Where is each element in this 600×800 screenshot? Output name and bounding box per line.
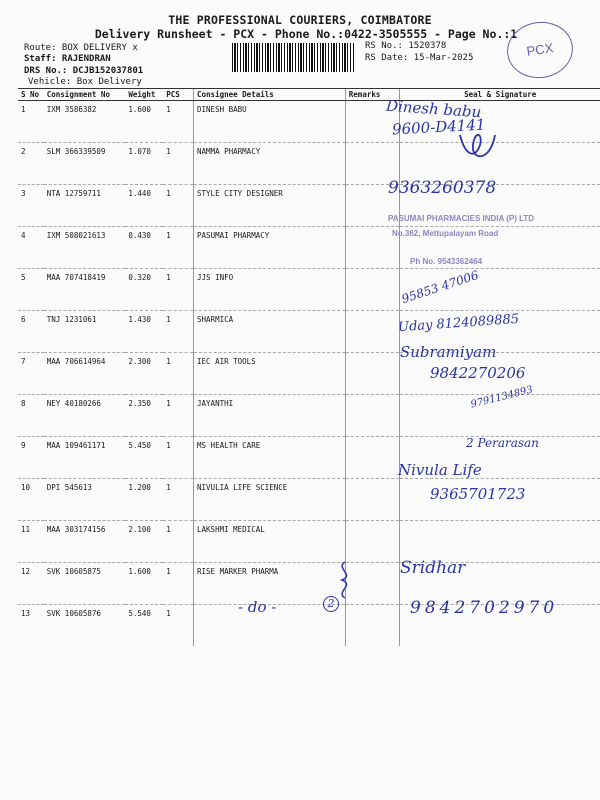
weight-cell: 1.440	[125, 185, 163, 227]
pcs-cell: 1	[163, 353, 193, 395]
col-sno: S No	[18, 89, 44, 101]
consignment-cell: MAA 303174156	[44, 521, 126, 563]
consignee-cell: NIVULIA LIFE SCIENCE	[194, 479, 346, 521]
signature-row12: Sridhar	[400, 558, 466, 578]
pharmacy-stamp-line1: PASUMAI PHARMACIES INDIA (P) LTD	[388, 214, 535, 223]
ditto-mark: - do -	[238, 598, 277, 616]
sno-cell: 6	[18, 311, 44, 353]
consignee-cell: PASUMAI PHARMACY	[194, 227, 346, 269]
pharmacy-stamp-line3: Ph No. 9543362464	[410, 257, 483, 266]
pcs-cell: 1	[163, 185, 193, 227]
pcs-cell: 1	[163, 437, 193, 479]
table-row	[18, 143, 600, 185]
table-header-row	[18, 89, 600, 101]
signature-row7-phone: 9842270206	[430, 364, 526, 382]
weight-cell: 1.600	[125, 563, 163, 605]
sno-cell: 7	[18, 353, 44, 395]
consignee-cell: NAMMA PHARMACY	[194, 143, 346, 185]
weight-cell: 5.540	[128, 609, 151, 618]
consignment-cell: SLM 366339509	[44, 143, 126, 185]
table-row	[18, 395, 600, 437]
pharmacy-stamp-line2: No.362, Mettupalayam Road	[392, 229, 499, 238]
pcs-cell: 1	[163, 101, 193, 143]
signature-row7-name: Subramiyam	[400, 343, 497, 361]
remarks-cell	[345, 605, 400, 647]
circled-two: 2	[323, 596, 339, 612]
pcs-cell: 1	[166, 609, 171, 618]
consignment-cell: MAA 706614964	[44, 353, 126, 395]
rs-number: RS No.: 1520378	[365, 41, 447, 51]
table-row	[18, 521, 600, 563]
sno-cell: 5	[18, 269, 44, 311]
table-row	[18, 101, 600, 143]
sno-cell: 3	[18, 185, 44, 227]
pcs-cell: 1	[163, 311, 193, 353]
weight-cell: 5.450	[125, 437, 163, 479]
remarks-cell	[345, 395, 400, 437]
sno-cell: 11	[18, 521, 44, 563]
weight-cell: 2.300	[125, 353, 163, 395]
weight-cell: 1.430	[125, 311, 163, 353]
signature-row10-name: Nivula Life	[398, 461, 482, 479]
pcs-cell: 1	[163, 143, 193, 185]
remarks-cell	[345, 479, 400, 521]
signature-row9: 2 Perarasan	[466, 436, 539, 450]
consignment-cell: NEY 40180266	[44, 395, 126, 437]
pcx-stamp: PCX	[503, 18, 576, 83]
weight-cell: 0.320	[125, 269, 163, 311]
consignment-cell: TNJ 1231061	[44, 311, 126, 353]
consignment-cell: MAA 707418419	[44, 269, 126, 311]
weight-cell: 0.430	[125, 227, 163, 269]
remarks-cell	[345, 521, 400, 563]
col-consignment: Consignment No	[44, 89, 126, 101]
weight-cell: 1.070	[125, 143, 163, 185]
remarks-cell	[345, 311, 400, 353]
remarks-cell	[345, 437, 400, 479]
col-weight: Weight	[125, 89, 163, 101]
consignment-cell: NTA 12759711	[44, 185, 126, 227]
signature-row1-phone: 9600-D4141	[391, 115, 486, 139]
col-pcs: PCS	[163, 89, 193, 101]
remarks-cell	[345, 269, 400, 311]
pcs-cell: 1	[163, 269, 193, 311]
signature-cell	[400, 521, 600, 563]
col-signature: Seal & Signature	[400, 89, 600, 101]
consignment-cell: IXM 3586382	[44, 101, 126, 143]
table-row	[18, 269, 600, 311]
brace-mark	[330, 560, 360, 600]
consignee-cell: SHARMICA	[194, 311, 346, 353]
sno-cell: 2	[18, 143, 44, 185]
pcs-cell: 1	[163, 395, 193, 437]
consignee-cell: DINESH BABU	[194, 101, 346, 143]
remarks-cell	[345, 353, 400, 395]
sno-cell: 12	[18, 563, 44, 605]
consignment-cell: IXM 508021613	[44, 227, 126, 269]
sno-cell: 8	[18, 395, 44, 437]
vehicle-field: Vehicle: Box Delivery	[28, 77, 142, 87]
signature-row8-phone: 9791134893	[469, 384, 535, 411]
drs-number: DRS No.: DCJB152037801	[24, 66, 144, 76]
signature-row1-name: Dinesh babu	[385, 96, 482, 122]
consignment-cell: SVK 10605876	[46, 609, 101, 618]
signature-row13-phone: 9842702970	[410, 598, 559, 618]
consignment-cell: SVK 10605875	[44, 563, 126, 605]
consignee-cell: JJS INFO	[194, 269, 346, 311]
sno-cell: 4	[18, 227, 44, 269]
consignee-cell: LAKSHMI MEDICAL	[194, 521, 346, 563]
pcs-cell: 1	[163, 227, 193, 269]
signature-row6: Uday 8124089885	[397, 311, 520, 336]
weight-cell: 1.600	[125, 101, 163, 143]
sno-cell: 1	[18, 101, 44, 143]
sno-cell: 9	[18, 437, 44, 479]
consignment-cell: DPI 545613	[44, 479, 126, 521]
runsheet-title: Delivery Runsheet - PCX - Phone No.:0422-3505555 - Page No.:1	[94, 27, 518, 41]
pcs-cell: 1	[163, 521, 193, 563]
company-title: THE PROFESSIONAL COURIERS, COIMBATORE	[168, 13, 432, 27]
weight-cell: 2.100	[125, 521, 163, 563]
pcs-cell: 1	[163, 479, 193, 521]
signature-row10-phone: 9365701723	[430, 485, 526, 503]
consignee-cell: RISE MARKER PHARMA	[194, 563, 346, 605]
rs-date: RS Date: 15-Mar-2025	[365, 53, 474, 63]
signature-row3-phone: 9363260378	[388, 178, 497, 198]
consignee-cell: JAYANTHI	[194, 395, 346, 437]
barcode	[232, 43, 354, 72]
sno-cell: 13	[21, 609, 31, 618]
weight-cell: 2.350	[125, 395, 163, 437]
staff-field: Staff: RAJENDRAN	[24, 54, 111, 64]
consignee-cell: IEC AIR TOOLS	[194, 353, 346, 395]
consignee-cell: STYLE CITY DESIGNER	[194, 185, 346, 227]
pcs-cell: 1	[163, 563, 193, 605]
sno-cell: 10	[18, 479, 44, 521]
signature-row2-scribble	[455, 125, 505, 165]
col-remarks: Remarks	[345, 89, 400, 101]
col-consignee: Consignee Details	[194, 89, 346, 101]
consignment-cell: MAA 109461171	[44, 437, 126, 479]
consignee-cell: MS HEALTH CARE	[194, 437, 346, 479]
weight-cell: 1.200	[125, 479, 163, 521]
table-row	[18, 227, 600, 269]
route-field: Route: BOX DELIVERY x	[24, 43, 138, 53]
signature-row5-phone: 95853 47006	[399, 267, 481, 307]
